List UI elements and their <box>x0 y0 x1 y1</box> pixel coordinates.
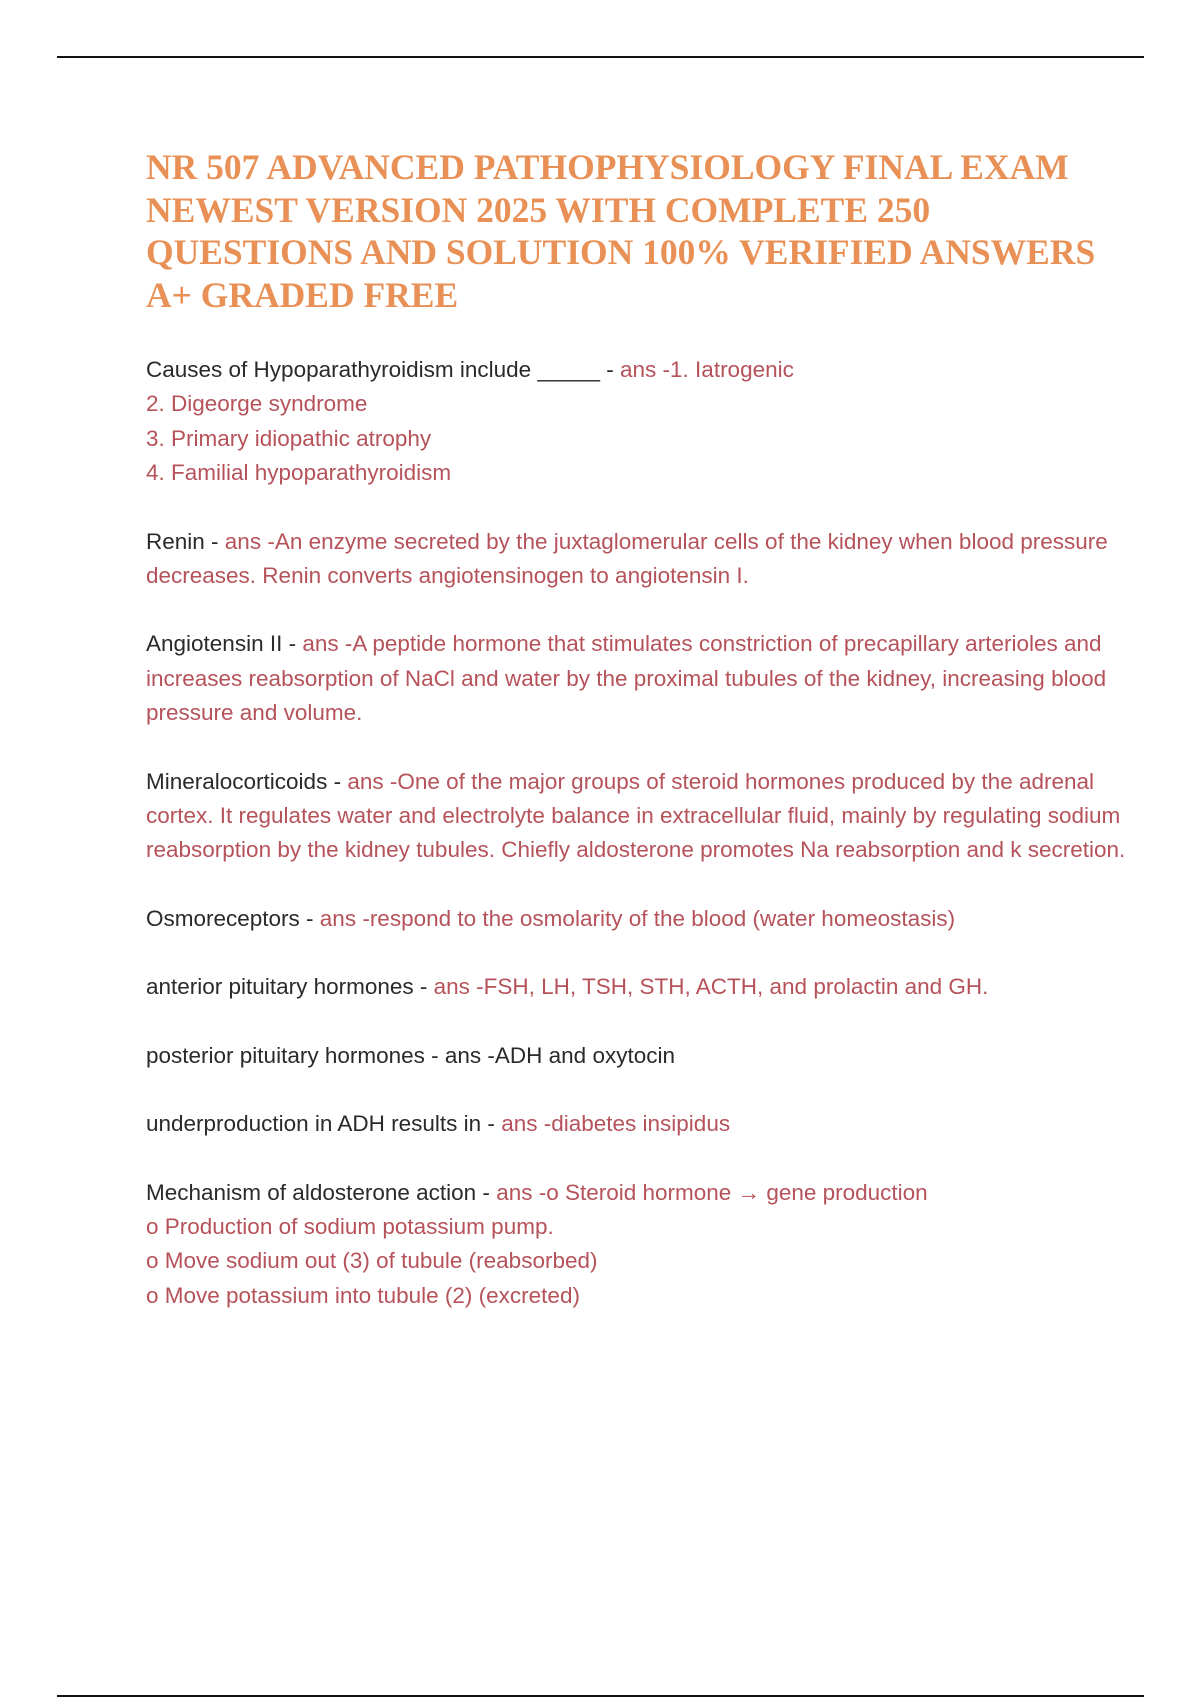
qa-item <box>146 970 1146 1004</box>
question-text: Osmoreceptors - <box>146 905 320 931</box>
bottom-rule <box>57 1695 1144 1697</box>
answer-line: 3. Primary idiopathic atrophy <box>146 425 432 451</box>
qa-item <box>146 902 1146 936</box>
qa-item <box>146 525 1146 594</box>
answer-text: ans -respond to the osmolarity of the blood (water homeostasis) <box>319 905 956 931</box>
answer-line: o Production of sodium potassium pump. <box>146 1213 554 1239</box>
question-text: Causes of Hypoparathyroidism include _____ - <box>146 357 621 382</box>
qa-item <box>146 765 1146 868</box>
question-text: underproduction in ADH results in - <box>146 1111 502 1137</box>
answer-text: ans -diabetes insipidus <box>501 1111 731 1137</box>
top-rule <box>57 56 1144 58</box>
qa-item <box>146 1176 1146 1314</box>
answer-text: ans -1. Iatrogenic <box>620 357 794 382</box>
qa-item <box>146 1107 1146 1141</box>
document-title: NR 507 ADVANCED PATHOPHYSIOLOGY FINAL EXAM NEWEST VERSION 2025 WITH COMPLETE 250 QUESTIONS AND SOLUTION 100% VERIFIED ANSWERS A+ GRADED FREE <box>146 147 1096 315</box>
question-text: Mechanism of aldosterone action - <box>146 1179 497 1205</box>
qa-list <box>146 353 1146 1313</box>
answer-line: o Move sodium out (3) of tubule (reabsorbed) <box>146 1248 598 1274</box>
answer-line: o Move potassium into tubule (2) (excreted) <box>146 1282 580 1308</box>
answer-text: ans -An enzyme secreted by the juxtaglomerular cells of the kidney when blood pressure decreases. Renin converts angiotensinogen to angiotensin I. <box>146 528 1108 589</box>
answer-text: ans -A peptide hormone that stimulates constriction of precapillary arterioles and increases reabsorption of NaCl and water by the proximal tubules of the kidney, increasing blood pressure and volume. <box>146 631 1107 726</box>
answer-line: 4. Familial hypoparathyroidism <box>146 460 452 486</box>
qa-item <box>146 353 1146 491</box>
question-text: anterior pituitary hormones - <box>146 974 434 1000</box>
answer-text: ans -FSH, LH, TSH, STH, ACTH, and prolactin and GH. <box>433 974 989 1000</box>
question-text: Renin - <box>146 528 225 554</box>
qa-item <box>146 1039 1146 1073</box>
question-text: Mineralocorticoids - <box>146 768 348 794</box>
document-body <box>146 146 1146 1347</box>
answer-line: 2. Digeorge syndrome <box>146 391 368 417</box>
question-text: Angiotensin II - <box>146 631 303 657</box>
answer-text: ans -o Steroid hormone → gene production <box>496 1179 928 1205</box>
answer-text: ans -One of the major groups of steroid hormones produced by the adrenal cortex. It regulates water and electrolyte balance in extracellular fluid, mainly by regulating sodium reabsorption by the kidney tubules. Chiefly aldosterone promotes Na reabsorption and k secretion. <box>146 768 1126 863</box>
question-text: posterior pituitary hormones - <box>146 1042 445 1068</box>
qa-item <box>146 627 1146 730</box>
answer-text: ans -ADH and oxytocin <box>444 1042 675 1068</box>
